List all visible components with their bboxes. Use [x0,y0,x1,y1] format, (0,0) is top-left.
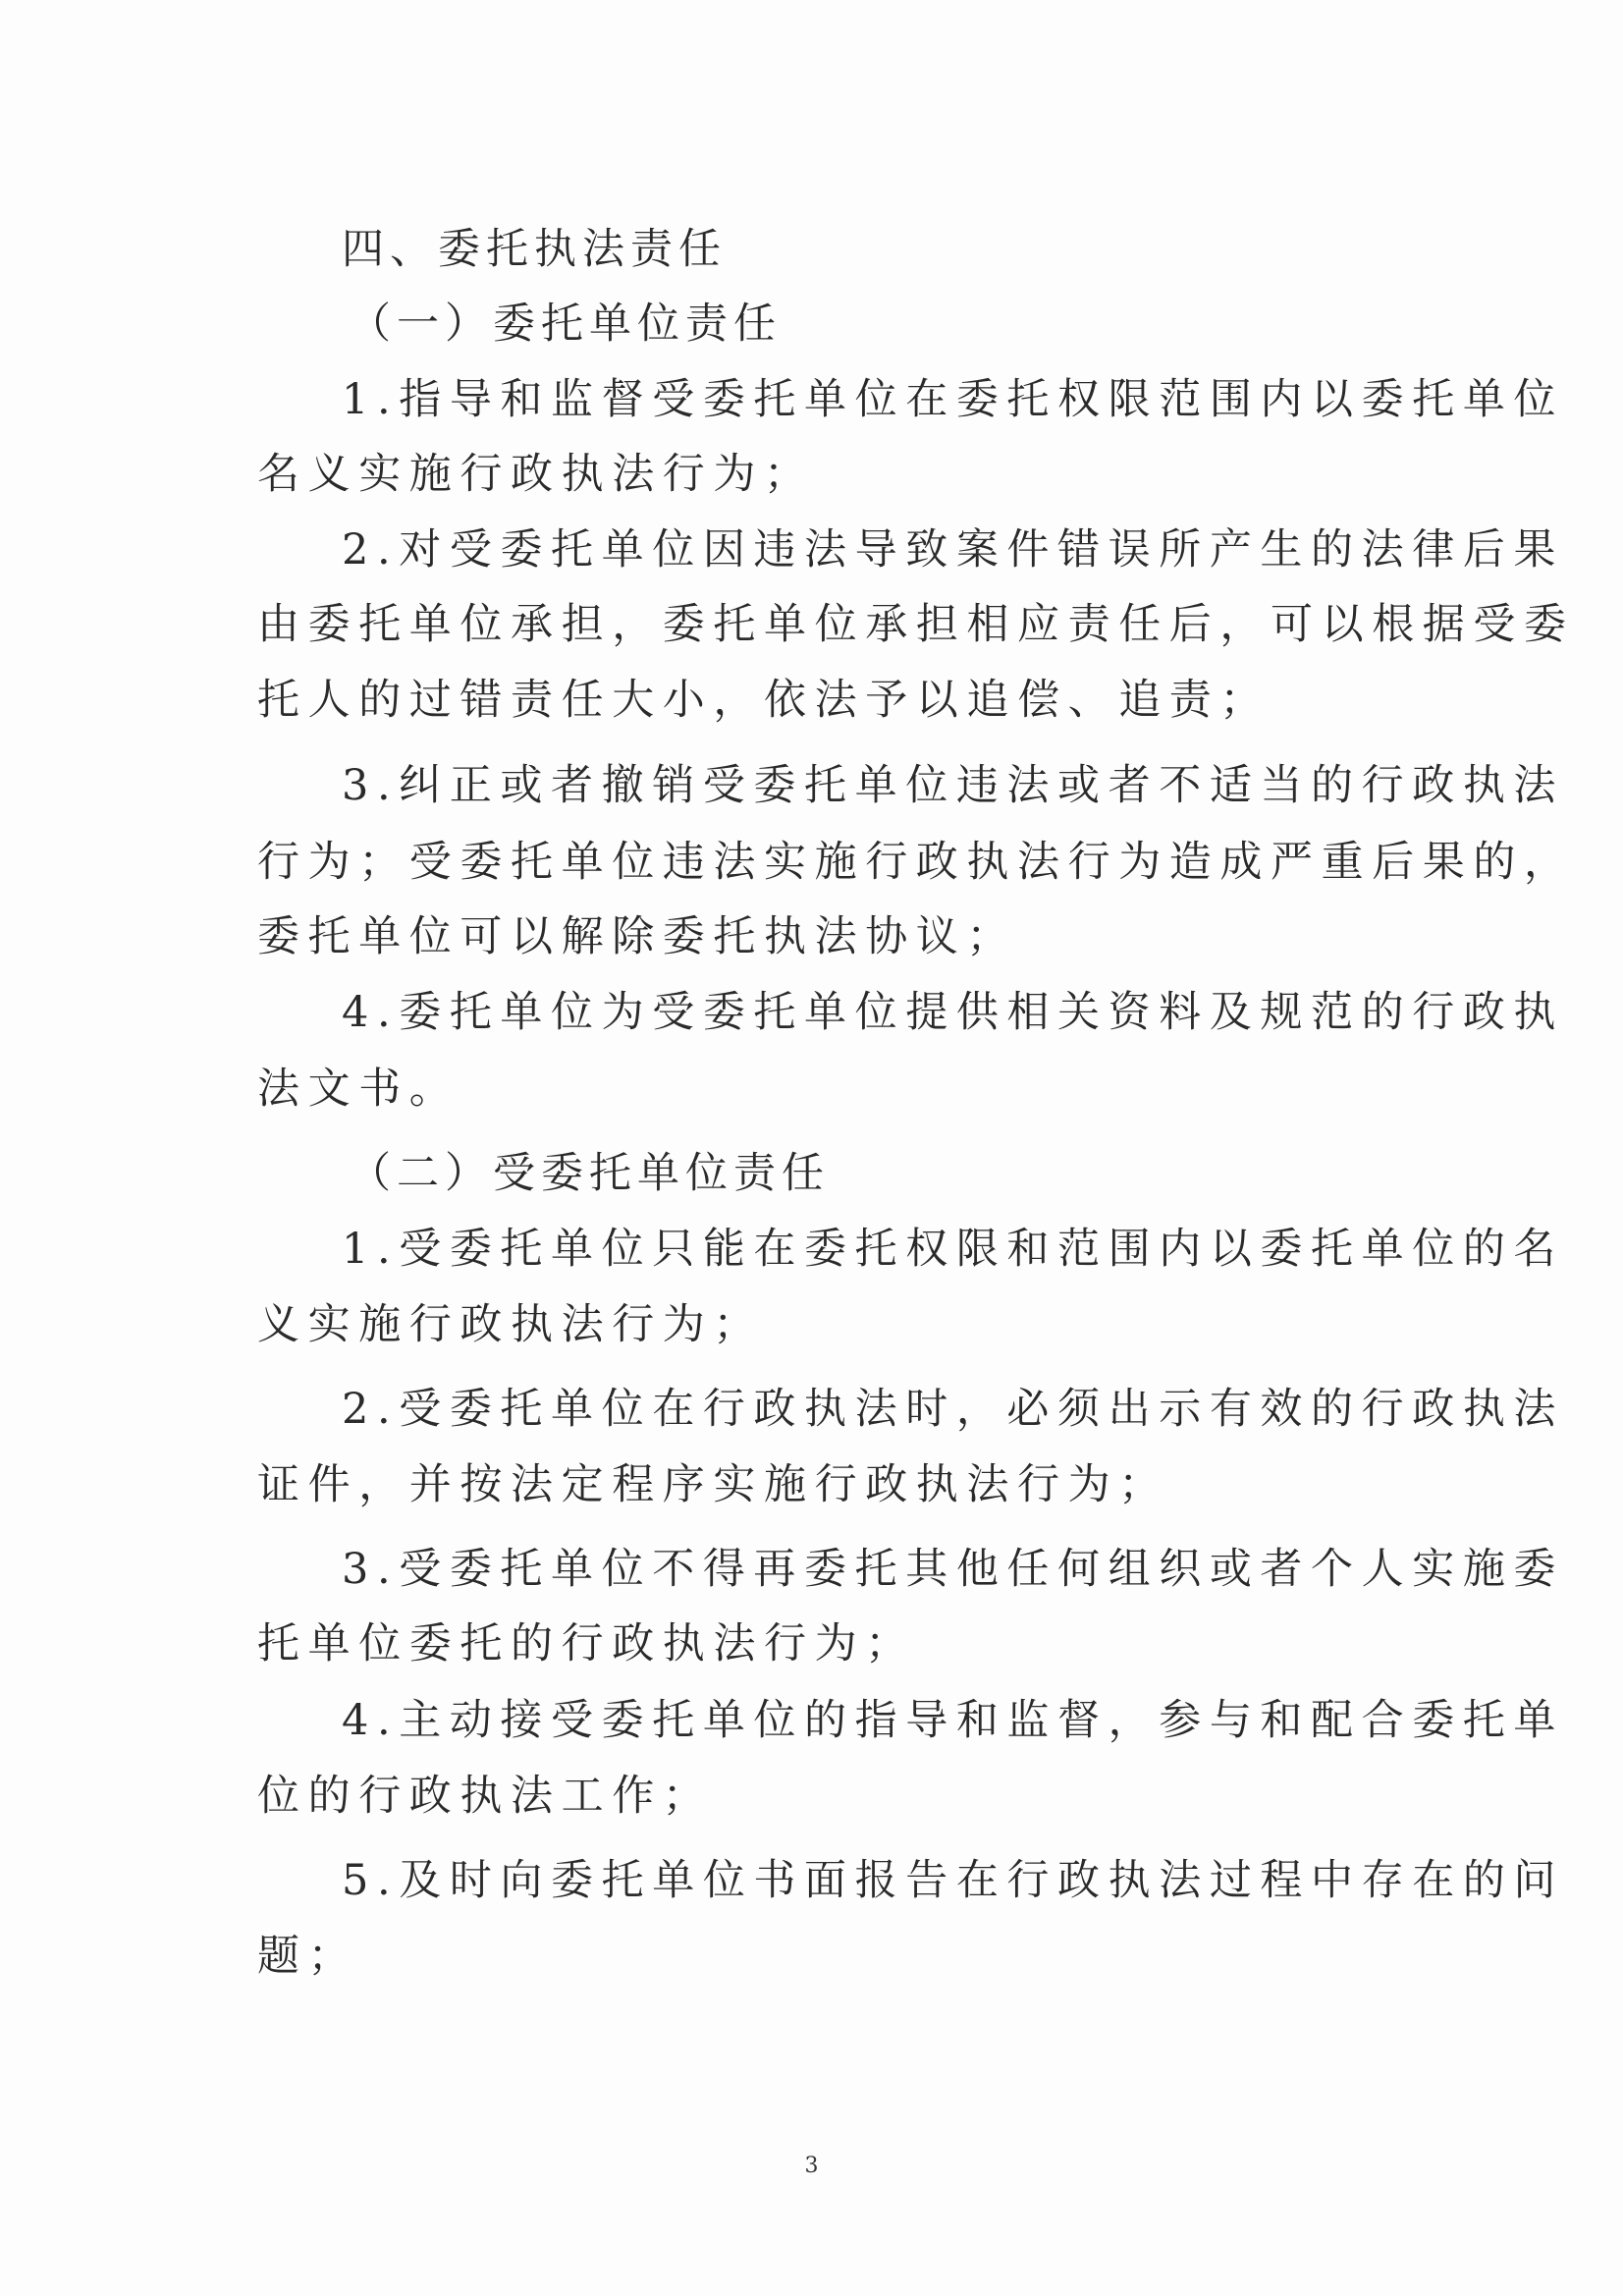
paragraph-line: 托单位委托的行政执法行为； [257,1619,916,1668]
paragraph-line: 法文书。 [257,1065,460,1114]
paragraph-line: 行为；受委托单位违法实施行政执法行为造成严重后果的， [257,838,1575,887]
paragraph-line: 5.及时向委托单位书面报告在行政执法过程中存在的问 [342,1856,1565,1905]
paragraph-line: 义实施行政执法行为； [257,1300,764,1349]
paragraph-line: 题； [257,1932,359,1981]
paragraph-line: 委托单位可以解除委托执法协议； [257,912,1017,961]
paragraph-line: 1.指导和监督受委托单位在委托权限范围内以委托单位 [342,375,1565,424]
paragraph-line: 2.对受委托单位因违法导致案件错误所产生的法律后果 [342,525,1565,574]
paragraph-line: 1.受委托单位只能在委托权限和范围内以委托单位的名 [342,1225,1565,1274]
page-number: 3 [804,2154,819,2178]
paragraph-line: 位的行政执法工作； [257,1772,714,1821]
paragraph-line: 4.主动接受委托单位的指导和监督，参与和配合委托单 [342,1696,1565,1745]
paragraph-line: 证件，并按法定程序实施行政执法行为； [257,1460,1169,1509]
section-title: 四、委托执法责任 [342,225,727,274]
paragraph-line: 3.受委托单位不得再委托其他任何组织或者个人实施委 [342,1545,1565,1594]
paragraph-line: 3.纠正或者撤销受委托单位违法或者不适当的行政执法 [342,761,1565,810]
paragraph-line: 由委托单位承担，委托单位承担相应责任后，可以根据受委 [257,600,1575,649]
paragraph-line: 2.受委托单位在行政执法时，必须出示有效的行政执法 [342,1385,1565,1434]
subsection-title-entrusted-unit: （二）受委托单位责任 [349,1149,830,1198]
subsection-title-entrusting-unit: （一）委托单位责任 [349,300,782,349]
paragraph-line: 4.委托单位为受委托单位提供相关资料及规范的行政执 [342,988,1565,1037]
paragraph-line: 托人的过错责任大小，依法予以追偿、追责； [257,676,1271,725]
paragraph-line: 名义实施行政执法行为； [257,450,815,499]
